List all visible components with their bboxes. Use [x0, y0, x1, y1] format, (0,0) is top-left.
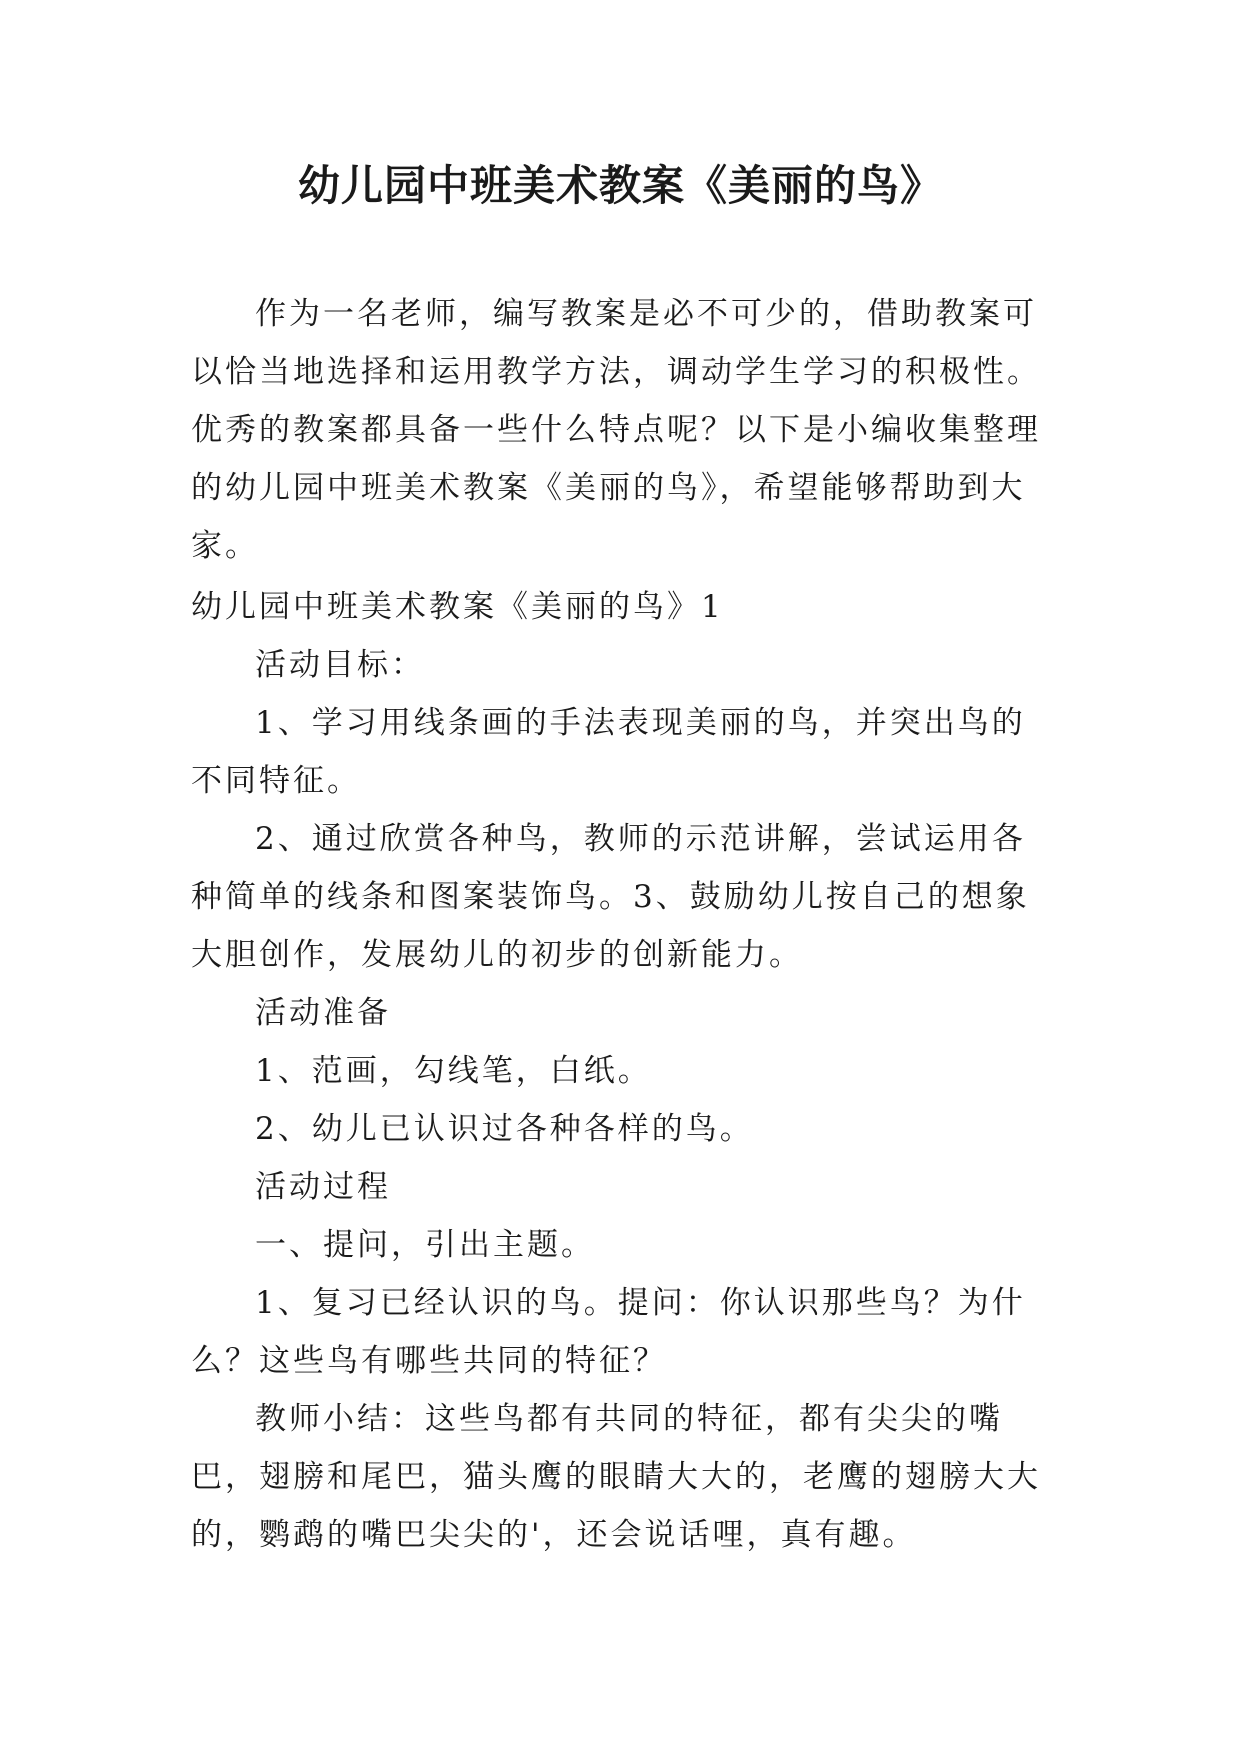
paragraph-preparation-2: 2、幼儿已认识过各种各样的鸟。	[255, 1111, 754, 1147]
paragraph-activity-process: 活动过程	[255, 1169, 391, 1205]
paragraph-activity-preparation: 活动准备	[255, 995, 391, 1031]
paragraph-teacher-summary: 教师小结：这些鸟都有共同的特征，都有尖尖的嘴巴，翅膀和尾巴，猫头鹰的眼睛大大的，老鹰的翅膀大大的，鹦鹉的嘴巴尖尖的'，还会说话哩，真有趣。	[191, 1401, 1041, 1553]
paragraph-preparation-1: 1、范画，勾线笔，白纸。	[255, 1053, 652, 1089]
document-title: 幼儿园中班美术教案《美丽的鸟》	[297, 161, 943, 210]
intro-paragraph: 作为一名老师，编写教案是必不可少的，借助教案可以恰当地选择和运用教学方法，调动学生学习的积极性。优秀的教案都具备一些什么特点呢？以下是小编收集整理的幼儿园中班美术教案《美丽的鸟》，希望能够帮助到大家。	[191, 296, 1041, 564]
paragraph-goal-2-3: 2、通过欣赏各种鸟，教师的示范讲解，尝试运用各种简单的线条和图案装饰鸟。3、鼓励幼儿按自己的想象大胆创作，发展幼儿的初步的创新能力。	[191, 821, 1030, 973]
paragraph-process-step-1: 一、提问，引出主题。	[255, 1227, 595, 1263]
section-title: 幼儿园中班美术教案《美丽的鸟》1	[191, 589, 724, 625]
intro-block	[191, 285, 1051, 575]
paragraph-review-question: 1、复习已经认识的鸟。提问：你认识那些鸟？为什么？这些鸟有哪些共同的特征？	[191, 1285, 1026, 1379]
paragraph-activity-goals: 活动目标：	[255, 647, 425, 683]
main-content	[191, 578, 1051, 1564]
paragraph-goal-1: 1、学习用线条画的手法表现美丽的鸟，并突出鸟的不同特征。	[191, 705, 1026, 799]
